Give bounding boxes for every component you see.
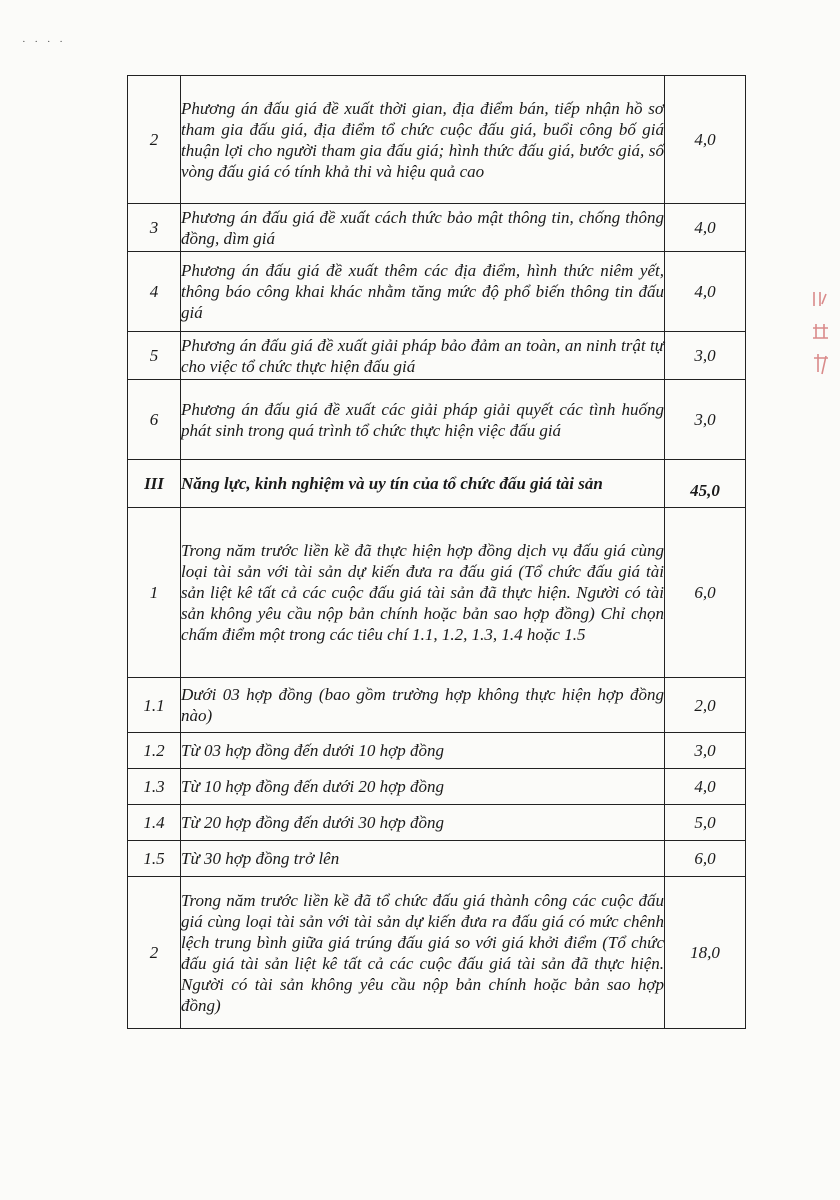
row-score: 6,0 <box>665 508 746 678</box>
row-criterion: Phương án đấu giá đề xuất các giải pháp giải quyết các tình huống phát sinh trong quá trình tổ chức thực hiện việc đấu giá <box>181 380 665 460</box>
row-score: 3,0 <box>665 380 746 460</box>
row-number: III <box>128 460 181 508</box>
row-score: 5,0 <box>665 805 746 841</box>
row-number: 6 <box>128 380 181 460</box>
row-score: 45,0 <box>665 460 746 508</box>
row-criterion: Phương án đấu giá đề xuất thời gian, địa điểm bán, tiếp nhận hồ sơ tham gia đấu giá, địa điểm tổ chức cuộc đấu giá, buổi công bố giá thuận lợi cho người tham gia đấu giá; hình thức đấu giá, bước giá, số vòng đấu giá có tính khả thi và hiệu quả cao <box>181 76 665 204</box>
row-score: 3,0 <box>665 733 746 769</box>
table-row <box>128 332 746 380</box>
table-row <box>128 508 746 678</box>
scan-artifact-dots: · · · · <box>22 36 66 48</box>
row-number: 5 <box>128 332 181 380</box>
row-criterion: Phương án đấu giá đề xuất thêm các địa điểm, hình thức niêm yết, thông báo công khai khác nhằm tăng mức độ phổ biến thông tin đấu giá <box>181 252 665 332</box>
row-criterion: Dưới 03 hợp đồng (bao gồm trường hợp không thực hiện hợp đồng nào) <box>181 678 665 733</box>
row-score: 6,0 <box>665 841 746 877</box>
table-row <box>128 769 746 805</box>
row-score: 3,0 <box>665 332 746 380</box>
row-number: 1.3 <box>128 769 181 805</box>
row-number: 1 <box>128 508 181 678</box>
row-score: 4,0 <box>665 204 746 252</box>
table-row <box>128 877 746 1029</box>
table-row <box>128 678 746 733</box>
table-row <box>128 252 746 332</box>
row-number: 2 <box>128 76 181 204</box>
row-criterion: Trong năm trước liền kề đã tổ chức đấu giá thành công các cuộc đấu giá cùng loại tài sản với tài sản dự kiến đưa ra đấu giá có mức chênh lệch trung bình giữa giá trúng đấu giá so với giá khởi điểm (Tổ chức đấu giá tài sản liệt kê tất cả các cuộc đấu giá tài sản đã thực hiện. Người có tài sản không yêu cầu nộp bản chính hoặc bản sao hợp đồng) <box>181 877 665 1029</box>
row-number: 1.2 <box>128 733 181 769</box>
row-number: 1.1 <box>128 678 181 733</box>
row-number: 3 <box>128 204 181 252</box>
row-number: 2 <box>128 877 181 1029</box>
row-number: 1.4 <box>128 805 181 841</box>
row-criterion: Từ 03 hợp đồng đến dưới 10 hợp đồng <box>181 733 665 769</box>
row-score: 4,0 <box>665 769 746 805</box>
row-criterion: Phương án đấu giá đề xuất cách thức bảo mật thông tin, chống thông đồng, dìm giá <box>181 204 665 252</box>
table-row <box>128 841 746 877</box>
table-row <box>128 380 746 460</box>
table-row <box>128 805 746 841</box>
row-criterion: Năng lực, kinh nghiệm và uy tín của tổ chức đấu giá tài sản <box>181 460 665 508</box>
row-criterion: Trong năm trước liền kề đã thực hiện hợp đồng dịch vụ đấu giá cùng loại tài sản với tài sản dự kiến đưa ra đấu giá (Tổ chức đấu giá tài sản liệt kê tất cả các cuộc đấu giá tài sản đã thực hiện. Người có tài sản không yêu cầu nộp bản chính hoặc bản sao hợp đồng) Chỉ chọn chấm điểm một trong các tiêu chí 1.1, 1.2, 1.3, 1.4 hoặc 1.5 <box>181 508 665 678</box>
row-score: 2,0 <box>665 678 746 733</box>
stamp-edge-mark <box>808 288 834 378</box>
table-row <box>128 204 746 252</box>
table-row <box>128 76 746 204</box>
row-criterion: Phương án đấu giá đề xuất giải pháp bảo đảm an toàn, an ninh trật tự cho việc tổ chức thực hiện đấu giá <box>181 332 665 380</box>
row-criterion: Từ 10 hợp đồng đến dưới 20 hợp đồng <box>181 769 665 805</box>
table-row <box>128 460 746 508</box>
row-criterion: Từ 20 hợp đồng đến dưới 30 hợp đồng <box>181 805 665 841</box>
row-score: 18,0 <box>665 877 746 1029</box>
row-criterion: Từ 30 hợp đồng trở lên <box>181 841 665 877</box>
row-score: 4,0 <box>665 252 746 332</box>
criteria-table <box>127 75 746 1029</box>
table-row <box>128 733 746 769</box>
row-score: 4,0 <box>665 76 746 204</box>
row-number: 4 <box>128 252 181 332</box>
row-number: 1.5 <box>128 841 181 877</box>
